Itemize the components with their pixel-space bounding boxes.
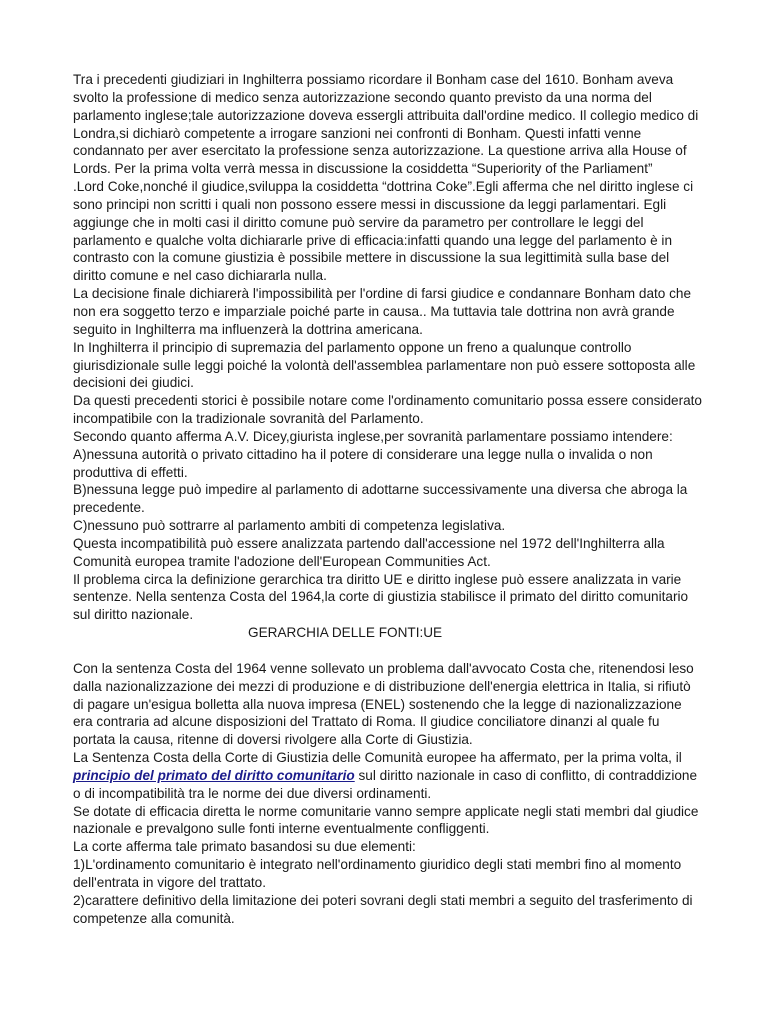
paragraph-dicey: Secondo quanto afferma A.V. Dicey,giurista inglese,per sovranità parlamentare possiamo intendere: — [73, 428, 673, 444]
paragraph-dottrina-coke: .Lord Coke,nonché il giudice,sviluppa la cosiddetta “dottrina Coke”.Egli afferma che nel diritto inglese ci sono principi non scritti i quali non possono essere messi in discussione da leggi parlamentari. Egli aggiunge che in molti casi il diritto comune può servire da parametro per controllare le leggi del parlamento e qualche volta dichiararle prive di efficacia:infatti quando una legge del parlamento è in contrasto con la comune giustizia è possibile mettere in discussione la sua legittimità sulla base del diritto comune e nel caso dichiararla nulla. — [73, 179, 694, 284]
paragraph-bonham-case: Tra i precedenti giudiziari in Inghilterra possiamo ricordare il Bonham case del 1610. Bonham aveva svolto la professione di medico senza autorizzazione secondo quanto previsto da una norma del parlamento inglese;tale autorizzazione doveva essergli attribuita dall'ordine medico. Il collegio medico di Londra,si dichiarò competente a irrogare sanzioni nei confronti di Bonham. Questi infatti venne condannato per aver esercitato la professione senza autorizzazione. La questione arriva alla House of Lords. Per la prima volta verrà messa in discussione la cosiddetta “Superiority of the Parliament” — [73, 72, 699, 177]
paragraph-sentenza-costa: Con la sentenza Costa del 1964 venne sollevato un problema dall'avvocato Costa che, ritenendosi leso dalla nazionalizzazione dei mezzi di produzione e di distribuzione dell'energia elettrica in Italia, si rifiutò di pagare un'esigua bolletta alla nuova impresa (ENEL) sostenendo che la legge di nazionalizzazione era contraria ad alcune disposizioni del Trattato di Roma. Il giudice conciliatore dinanzi al quale fu portata la causa, ritenne di doversi rivolgere alla Corte di Giustizia. — [73, 660, 694, 748]
section-heading: GERARCHIA DELLE FONTI:UE — [248, 625, 443, 641]
paragraph-primato — [73, 749, 705, 803]
paragraph-gerarchia-problema: Il problema circa la definizione gerarchica tra diritto UE e diritto inglese può essere analizzata in varie sentenze. Nella sentenza Costa del 1964,la corte di giustizia stabilisce il primato del diritto comunitario sul diritto nazionale. — [73, 571, 689, 623]
blank-line — [73, 642, 705, 660]
list-item-a: A)nessuna autorità o privato cittadino ha il potere di considerare una legge nulla o invalida o non produttiva di effetti. — [73, 446, 653, 480]
paragraph-decisione-finale: La decisione finale dichiarerà l'impossibilità per l'ordine di farsi giudice e condannare Bonham dato che non era soggetto terzo e imparziale poiché parte in causa.. Ma tuttavia tale dottrina non avrà grande seguito in Inghilterra ma influenzerà la dottrina americana. — [73, 286, 692, 337]
primato-link[interactable]: principio del primato del diritto comunitario — [73, 767, 355, 783]
paragraph-precedenti-storici: Da questi precedenti storici è possibile notare come l'ordinamento comunitario possa essere considerato incompatibile con la tradizionale sovranità del Parlamento. — [73, 393, 702, 427]
list-item-2: 2)carattere definitivo della limitazione dei poteri sovrani degli stati membri a seguito del trasferimento di competenze alla comunità. — [73, 892, 693, 926]
list-item-b: B)nessuna legge può impedire al parlamento di adottarne successivamente una diversa che abroga la precedente. — [73, 482, 688, 516]
paragraph-incompatibilita: Questa incompatibilità può essere analizzata partendo dall'accessione nel 1972 dell'Inghilterra alla Comunità europea tramite l'adozione dell'European Communities Act. — [73, 535, 665, 569]
paragraph-efficacia-diretta: Se dotate di efficacia diretta le norme comunitarie vanno sempre applicate negli stati membri dal giudice nazionale e prevalgono sulle fonti interne eventualmente confliggenti. — [73, 803, 699, 837]
primato-text-before: La Sentenza Costa della Corte di Giustizia delle Comunità europee ha affermato, per la prima volta, il — [73, 750, 682, 766]
paragraph-due-elementi: La corte afferma tale primato basandosi su due elementi: — [73, 839, 416, 855]
list-item-c: C)nessuno può sottrarre al parlamento ambiti di competenza legislativa. — [73, 518, 506, 534]
primato-text-after: sul diritto nazionale in caso di conflitto, di contraddizione o di incompatibilità tra le norme dei due diversi ordinamenti. — [73, 767, 698, 801]
document-page — [73, 71, 705, 928]
list-item-1: 1)L'ordinamento comunitario è integrato nell'ordinamento giuridico degli stati membri fino al momento dell'entrata in vigore del trattato. — [73, 857, 682, 890]
paragraph-supremazia-parlamento: In Inghilterra il principio di supremazia del parlamento oppone un freno a qualunque controllo giurisdizionale sulle leggi poiché la volontà dell'assemblea parlamentare non può essere sottoposta alle decisioni dei giudici. — [73, 339, 696, 391]
